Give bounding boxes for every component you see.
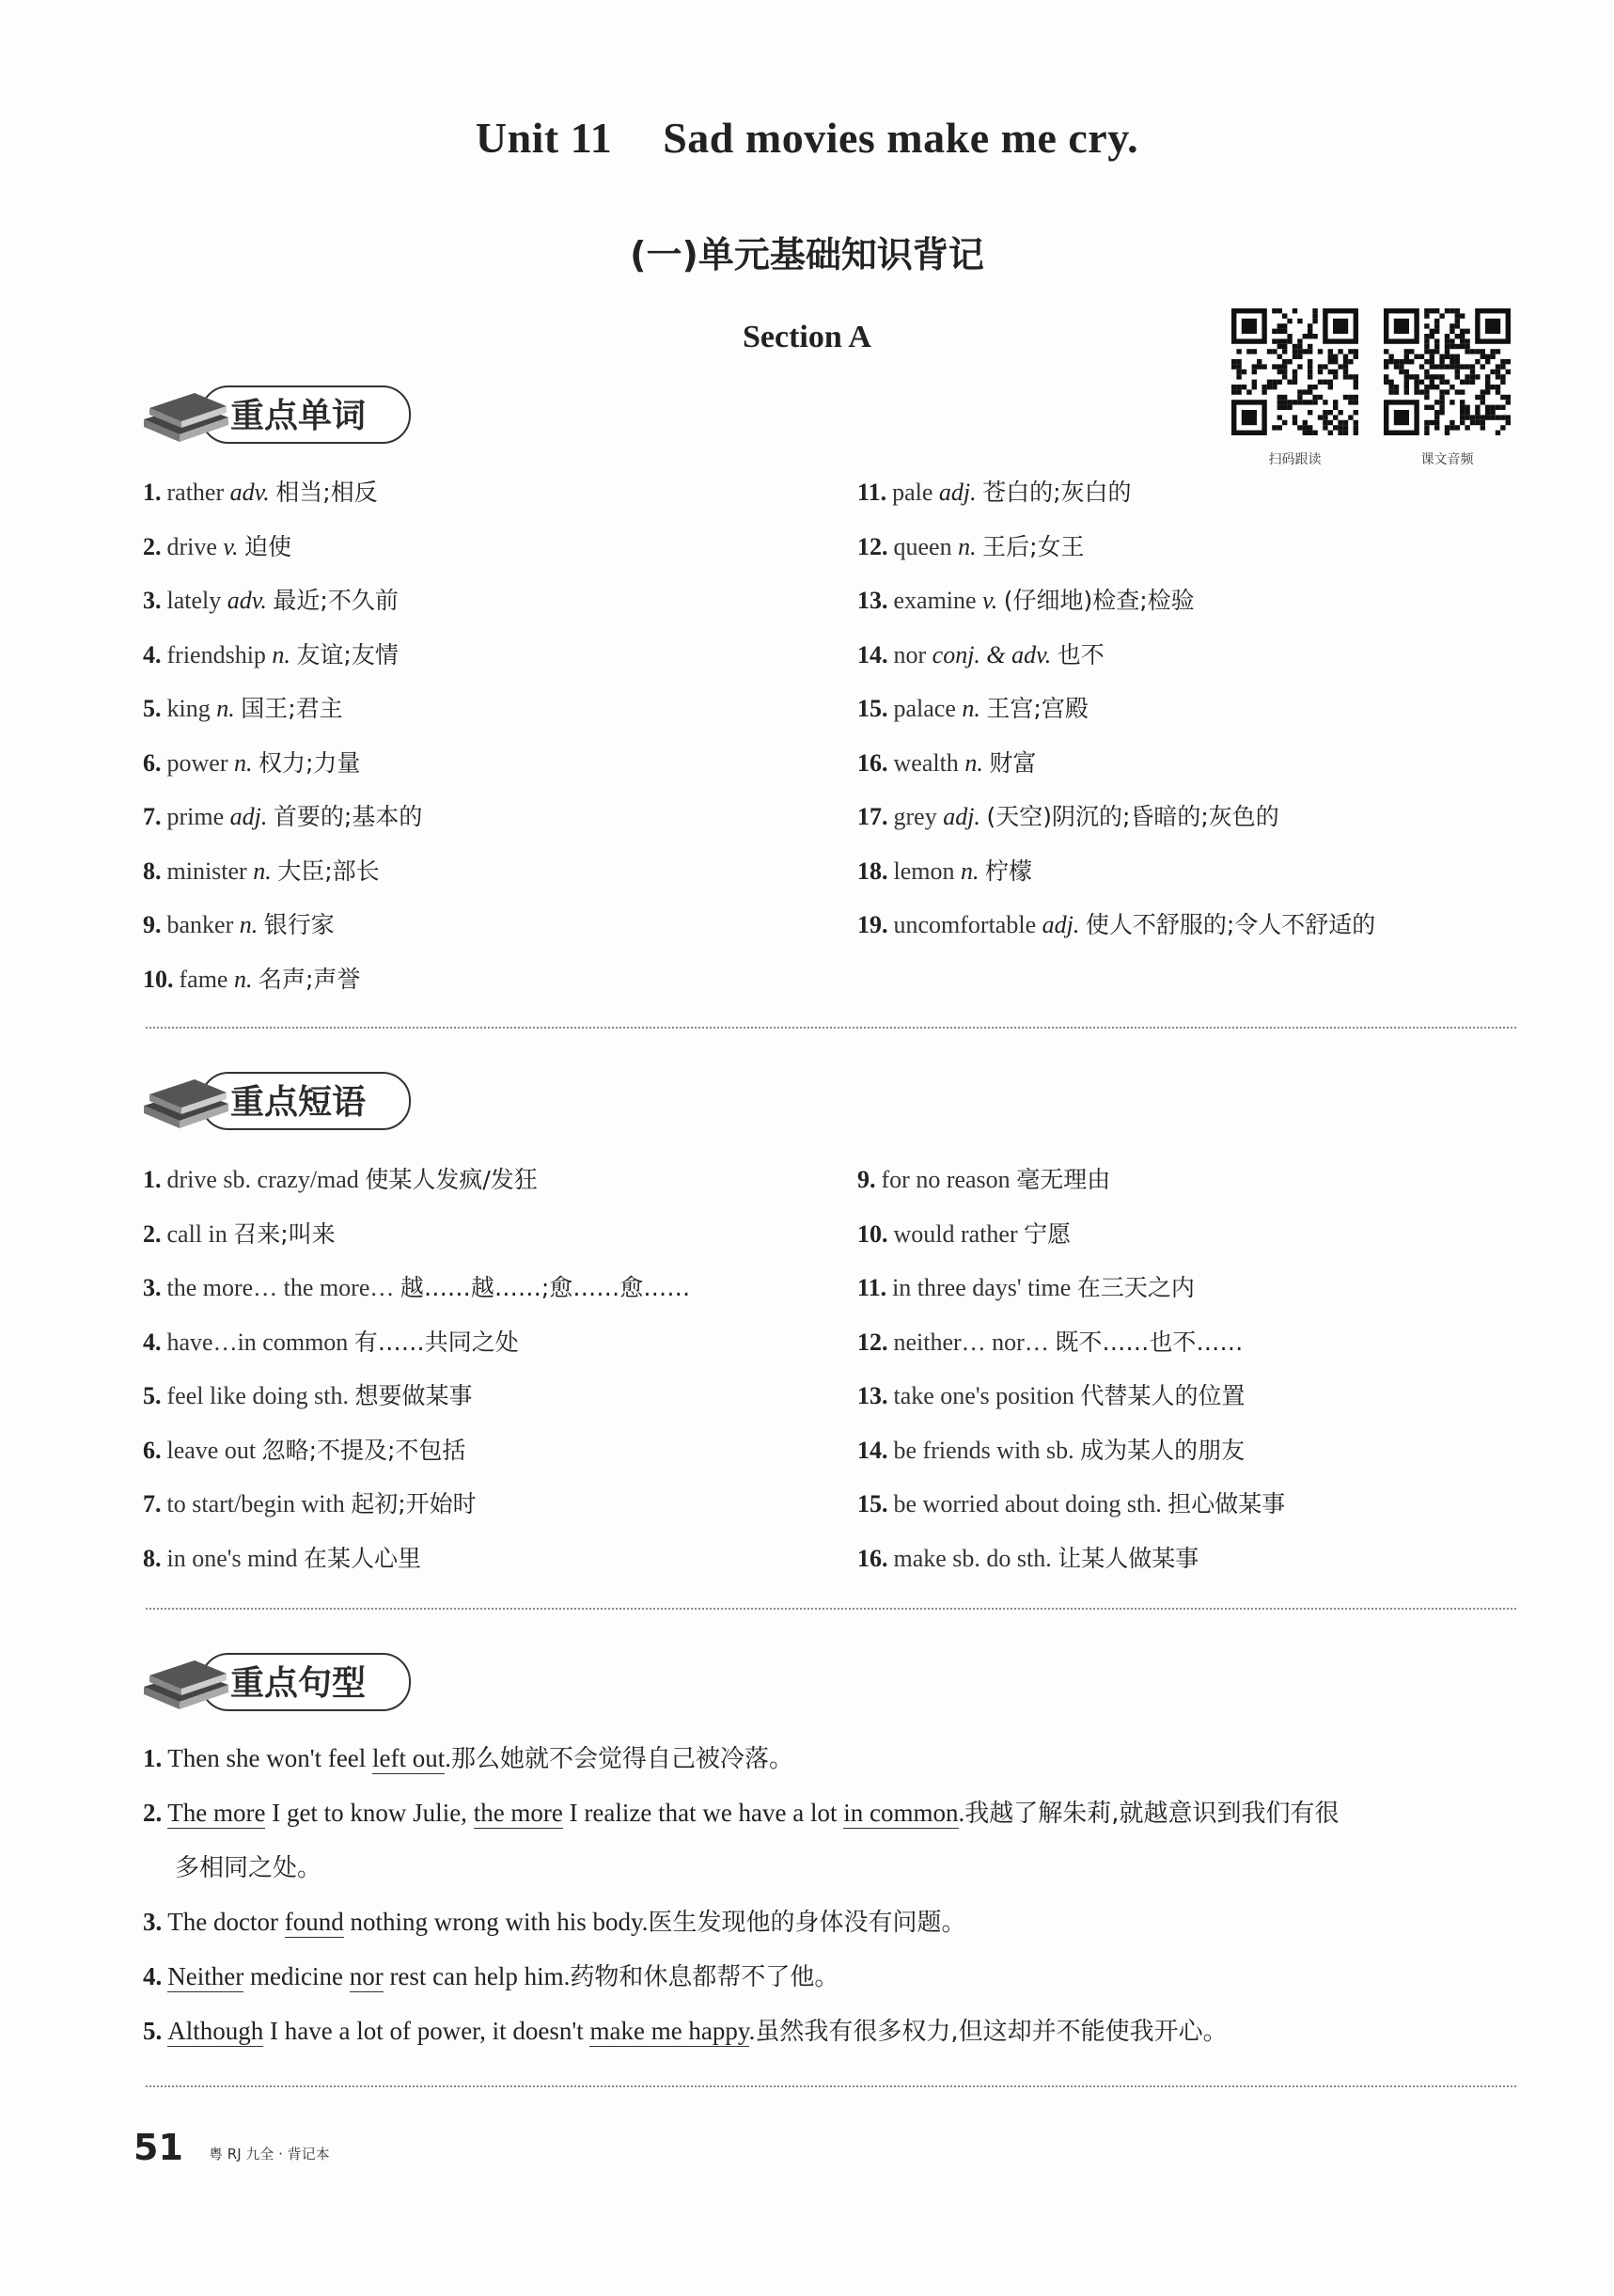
item-n: 4.: [143, 1328, 162, 1356]
item-n: 9.: [857, 1166, 876, 1193]
list-item: [857, 1261, 1285, 1315]
item-n: 3.: [143, 587, 162, 614]
list-item: [857, 520, 1375, 574]
item-zh: 苍白的;灰白的: [982, 479, 1132, 506]
item-pos: n.: [239, 911, 259, 938]
list-item: [857, 1153, 1285, 1207]
item-n: 4.: [143, 640, 162, 668]
list-item: [143, 465, 422, 520]
qr-code-audio[interactable]: [1384, 308, 1511, 435]
sentence-1: 1. Then she won't feel left out.那么她就不会觉得自己被冷落。: [143, 1744, 794, 1773]
item-zh: 财富: [989, 748, 1037, 777]
unit-title: [0, 113, 1614, 163]
item-n: 8.: [143, 857, 162, 885]
item-en: in one's mind: [166, 1544, 298, 1572]
list-item: [857, 574, 1375, 628]
heading-key-sentences: [136, 1643, 418, 1719]
item-zh: 最近;不久前: [273, 587, 399, 614]
item-zh: 王后;女王: [982, 532, 1085, 560]
item-n: 16.: [857, 748, 888, 777]
item-zh: 想要做某事: [354, 1382, 473, 1409]
item-en: king: [166, 695, 211, 722]
item-zh: 让某人做某事: [1058, 1544, 1199, 1572]
list-item: [143, 682, 422, 736]
heading-label: 重点句型: [230, 1664, 367, 1703]
list-item: [143, 1315, 690, 1370]
item-pos: adj.: [938, 479, 977, 506]
item-zh: 国王;君主: [241, 695, 343, 722]
item-n: 16.: [857, 1544, 888, 1572]
list-item: [857, 736, 1375, 791]
item-n: 2.: [143, 1219, 162, 1248]
item-n: 18.: [857, 857, 888, 885]
list-item: [857, 628, 1375, 683]
phrases-right-list: [857, 1153, 1285, 1585]
list-item: [143, 520, 422, 574]
words-right-list: [857, 465, 1375, 952]
item-en: be worried about doing sth.: [893, 1490, 1162, 1518]
item-zh: 相当;相反: [275, 479, 378, 506]
item-pos: adj.: [943, 803, 980, 830]
item-en: nor: [893, 640, 927, 668]
item-n: 1.: [143, 1166, 162, 1193]
list-item: [143, 1207, 690, 1262]
item-zh: 成为某人的朋友: [1080, 1436, 1246, 1464]
item-pos: n.: [216, 695, 235, 722]
item-en: be friends with sb.: [893, 1436, 1074, 1464]
item-en: banker: [166, 911, 234, 938]
item-n: 13.: [857, 587, 888, 614]
list-item: [143, 1423, 690, 1478]
list-item: [143, 898, 422, 952]
footer-text: 粤 RJ 九全 · 背记本: [209, 2146, 330, 2162]
heading-label: 重点单词: [230, 397, 367, 435]
item-en: uncomfortable: [893, 911, 1037, 938]
subtitle: (一)单元基础知识背记: [630, 234, 984, 275]
item-n: 12.: [857, 532, 888, 560]
item-zh: 宁愿: [1024, 1219, 1072, 1248]
unit-number: Unit 11: [475, 114, 613, 162]
qr-label-read-along: 扫码跟读: [1268, 452, 1322, 467]
list-item: [143, 790, 422, 844]
item-n: 19.: [857, 911, 888, 938]
item-n: 5.: [143, 1382, 162, 1409]
item-pos: n.: [961, 857, 979, 885]
item-n: 9.: [143, 911, 162, 938]
item-en: friendship: [166, 640, 266, 668]
item-en: rather: [166, 479, 225, 506]
list-item: [857, 682, 1375, 736]
item-zh: 代替某人的位置: [1080, 1382, 1246, 1409]
phrases-left-list: [143, 1153, 690, 1585]
item-n: 1.: [143, 479, 162, 506]
item-pos: v.: [223, 532, 239, 560]
item-n: 5.: [143, 695, 162, 722]
item-en: have…in common: [166, 1328, 349, 1356]
item-pos: n.: [964, 748, 983, 777]
list-item: [143, 628, 422, 683]
item-n: 11.: [857, 479, 887, 506]
item-n: 13.: [857, 1382, 888, 1409]
item-n: 7.: [143, 1490, 162, 1518]
item-n: 12.: [857, 1328, 888, 1356]
item-zh: 毫无理由: [1016, 1166, 1111, 1193]
list-item: [857, 465, 1375, 520]
item-n: 6.: [143, 748, 162, 777]
item-pos: adv.: [229, 479, 270, 506]
item-en: neither… nor…: [893, 1328, 1049, 1356]
item-en: power: [166, 748, 228, 777]
item-n: 7.: [143, 803, 162, 830]
item-n: 10.: [857, 1219, 888, 1248]
item-en: feel like doing sth.: [166, 1382, 350, 1409]
item-zh: 使某人发疯/发狂: [365, 1166, 538, 1193]
sentence-4: 4. Neither medicine nor rest can help him.药物和休息都帮不了他。: [143, 1962, 839, 1991]
list-item: [857, 790, 1375, 844]
item-zh: 使人不舒服的;令人不舒适的: [1085, 911, 1376, 938]
unit-name: Sad movies make me cry.: [663, 114, 1139, 162]
list-item: [857, 1477, 1285, 1532]
item-n: 17.: [857, 803, 888, 830]
list-item: [143, 1369, 690, 1423]
item-pos: adj.: [229, 803, 268, 830]
item-zh: 王宫;宫殿: [986, 695, 1089, 722]
item-en: for no reason: [881, 1166, 1011, 1193]
sentence-2-continued: 多相同之处。: [175, 1854, 322, 1882]
item-en: take one's position: [893, 1382, 1074, 1409]
item-n: 3.: [143, 1274, 162, 1301]
item-zh: 有……共同之处: [353, 1328, 519, 1356]
divider: [146, 1608, 1516, 1610]
sentence-5: 5. Although I have a lot of power, it doesn't make me happy.虽然我有很多权力,但这却并不能使我开心。: [143, 2017, 1228, 2046]
item-pos: n.: [233, 748, 253, 777]
item-en: in three days' time: [892, 1274, 1072, 1301]
item-pos: adj.: [1042, 911, 1080, 938]
item-zh: 起初;开始时: [351, 1490, 477, 1518]
item-en: palace: [893, 695, 956, 722]
sentence-3: 3. The doctor found nothing wrong with his body.医生发现他的身体没有问题。: [143, 1908, 966, 1937]
list-item: [143, 1261, 690, 1315]
item-en: minister: [166, 857, 247, 885]
qr-label-audio: 课文音频: [1420, 452, 1474, 467]
heading-key-phrases: [136, 1062, 418, 1138]
list-item: [143, 736, 422, 791]
heading-label: 重点短语: [230, 1083, 367, 1122]
item-pos: n.: [233, 965, 253, 993]
item-zh: 权力;力量: [258, 748, 361, 777]
list-item: [857, 844, 1375, 899]
list-item: [857, 1423, 1285, 1478]
item-en: lately: [166, 587, 222, 614]
item-pos: n.: [253, 857, 272, 885]
item-en: fame: [179, 965, 228, 993]
item-n: 8.: [143, 1544, 162, 1572]
item-zh: 名声;声誉: [258, 965, 361, 993]
qr-code-read-along[interactable]: [1231, 308, 1358, 435]
item-n: 10.: [143, 965, 174, 993]
item-pos: adv.: [227, 587, 267, 614]
item-n: 15.: [857, 1490, 888, 1518]
item-zh: 担心做某事: [1167, 1490, 1286, 1518]
item-en: queen: [893, 532, 952, 560]
item-pos: v.: [982, 587, 998, 614]
item-zh: 柠檬: [985, 857, 1033, 885]
list-item: [143, 1532, 690, 1586]
list-item: [857, 898, 1375, 952]
item-n: 14.: [857, 640, 888, 668]
item-n: 6.: [143, 1436, 162, 1464]
divider: [146, 2085, 1516, 2087]
item-n: 15.: [857, 695, 888, 722]
item-en: wealth: [893, 748, 959, 777]
item-en: the more… the more…: [166, 1274, 395, 1301]
item-zh: (仔细地)检查;检验: [1003, 587, 1195, 614]
item-pos: n.: [958, 532, 977, 560]
item-zh: 越……越……;愈……愈……: [400, 1274, 691, 1301]
list-item: [143, 574, 422, 628]
item-en: drive sb. crazy/mad: [166, 1166, 359, 1193]
item-zh: 忽略;不提及;不包括: [261, 1436, 466, 1464]
list-item: [857, 1532, 1285, 1586]
item-n: 14.: [857, 1436, 888, 1464]
item-en: leave out: [166, 1436, 257, 1464]
item-zh: 银行家: [263, 911, 335, 938]
divider: [146, 1027, 1516, 1029]
sentence-2: 2. The more I get to know Julie, the more I realize that we have a lot in common.我越了解朱莉,就越意识到我们有很: [143, 1799, 1340, 1828]
item-en: examine: [893, 587, 977, 614]
item-en: make sb. do sth.: [893, 1544, 1052, 1572]
section-title: Section A: [743, 320, 871, 354]
list-item: [143, 844, 422, 899]
item-pos: n.: [272, 640, 290, 668]
item-zh: 在某人心里: [304, 1544, 422, 1572]
item-zh: (天空)阴沉的;昏暗的;灰色的: [986, 803, 1279, 830]
item-zh: 首要的;基本的: [273, 803, 423, 830]
item-en: drive: [166, 532, 217, 560]
words-left-list: [143, 465, 422, 1006]
list-item: [143, 1477, 690, 1532]
item-zh: 友谊;友情: [296, 640, 399, 668]
item-en: call in: [166, 1219, 227, 1248]
item-n: 2.: [143, 532, 162, 560]
sentences-list: [143, 1732, 1525, 2059]
item-n: 11.: [857, 1274, 887, 1301]
list-item: [857, 1369, 1285, 1423]
item-zh: 在三天之内: [1076, 1274, 1195, 1301]
item-pos: conj. & adv.: [932, 640, 1052, 668]
heading-key-words: [136, 376, 418, 451]
list-item: [143, 952, 422, 1007]
item-en: pale: [892, 479, 933, 506]
item-en: grey: [893, 803, 937, 830]
item-en: would rather: [893, 1219, 1018, 1248]
item-zh: 也不: [1057, 640, 1105, 668]
item-zh: 迫使: [244, 532, 292, 560]
item-zh: 大臣;部长: [277, 857, 380, 885]
list-item: [143, 1153, 690, 1207]
item-pos: n.: [962, 695, 980, 722]
page-number: 51: [133, 2127, 183, 2168]
item-zh: 既不……也不……: [1055, 1328, 1244, 1356]
list-item: [857, 1315, 1285, 1370]
item-en: to start/begin with: [166, 1490, 345, 1518]
item-en: lemon: [893, 857, 955, 885]
item-en: prime: [166, 803, 225, 830]
list-item: [857, 1207, 1285, 1262]
item-zh: 召来;叫来: [233, 1219, 336, 1248]
